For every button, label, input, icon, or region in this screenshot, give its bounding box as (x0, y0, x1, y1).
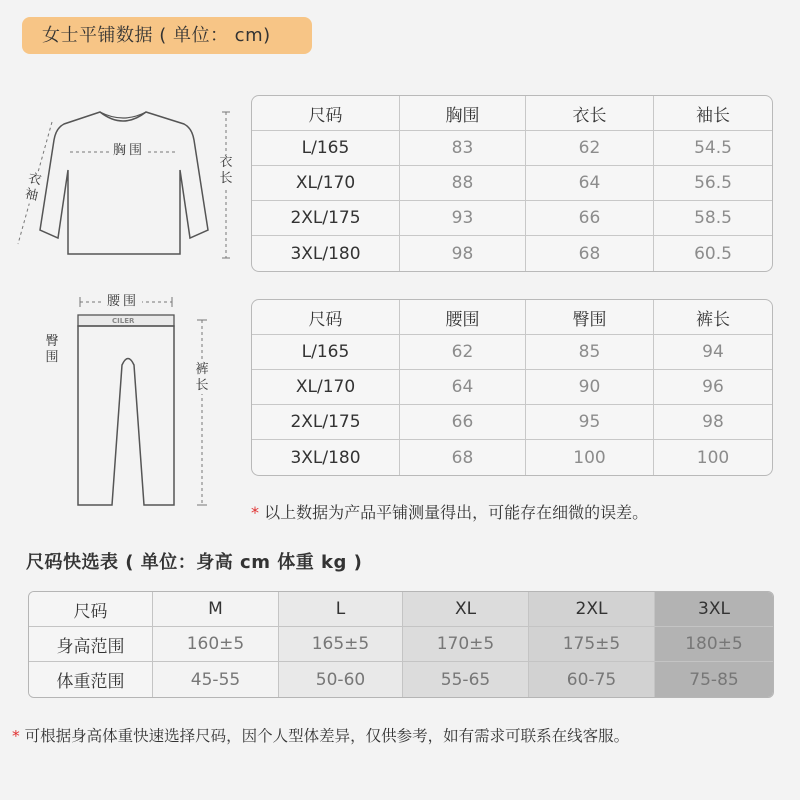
header-cell: 袖长 (654, 96, 772, 131)
table-row (29, 662, 773, 697)
note-star: * (251, 503, 259, 522)
shirt-icon (12, 100, 242, 270)
header-cell: 尺码 (252, 96, 400, 131)
value-cell: 75-85 (655, 662, 773, 697)
value-cell: 83 (400, 131, 526, 166)
pants-icon (40, 290, 230, 515)
table-row (252, 236, 772, 271)
top-size-table (251, 95, 773, 272)
size-cell: L/165 (252, 335, 400, 370)
footer-star: * (12, 727, 20, 745)
size-cell: 3XL/180 (252, 236, 400, 271)
table-row (252, 166, 772, 201)
table-row (252, 370, 772, 405)
value-cell: 98 (400, 236, 526, 271)
value-cell: 93 (400, 201, 526, 236)
value-cell: 100 (526, 440, 654, 475)
header-cell: 腰围 (400, 300, 526, 335)
value-cell: 180±5 (655, 627, 773, 662)
note-text: 以上数据为产品平铺测量得出，可能存在细微的误差。 (259, 503, 649, 522)
value-cell: 66 (526, 201, 654, 236)
value-cell: 100 (696, 447, 730, 468)
pants-illustration (40, 290, 230, 515)
pants-length-label: 裤长 (195, 362, 209, 393)
row-label: 体重范围 (29, 662, 153, 697)
page-title: 女士平铺数据 ( 单位： cm) (22, 17, 312, 54)
value-cell: 68 (400, 440, 526, 475)
value-cell: 60.5 (694, 243, 732, 264)
value-cell: 175±5 (529, 627, 655, 662)
table-row (252, 405, 772, 440)
size-cell: L/165 (252, 131, 400, 166)
size-cell: XL/170 (252, 370, 400, 405)
row-label: 身高范围 (29, 627, 153, 662)
value-cell: 62 (526, 131, 654, 166)
value-cell: 66 (400, 405, 526, 440)
table-header-row (252, 96, 772, 131)
size-cell: L (279, 592, 403, 627)
sleeve-label: 衣袖 (23, 170, 43, 205)
value-cell: 60-75 (529, 662, 655, 697)
table-row (252, 440, 772, 475)
header-cell: 尺码 (252, 300, 400, 335)
value-cell: 56.5 (654, 166, 772, 201)
value-cell: 170±5 (403, 627, 529, 662)
top-garment-illustration (12, 100, 242, 270)
value-cell: 85 (526, 335, 654, 370)
value-cell: 96 (654, 370, 772, 405)
table-row (29, 627, 773, 662)
table-header-row (252, 300, 772, 335)
size-cell: M (153, 592, 279, 627)
header-cell: 胸围 (400, 96, 526, 131)
value-cell: 95 (526, 405, 654, 440)
brand-text: CILER (112, 317, 135, 325)
length-label: 衣长 (219, 155, 233, 186)
table-row (252, 335, 772, 370)
value-cell: 55-65 (403, 662, 529, 697)
table-header-row (29, 592, 773, 627)
value-cell: 68 (526, 236, 654, 271)
value-cell: 160±5 (153, 627, 279, 662)
value-cell: 98 (654, 405, 772, 440)
value-cell: 62 (400, 335, 526, 370)
quick-size-title: 尺码快选表 ( 单位：身高 cm 体重 kg ) (26, 552, 363, 573)
size-cell: XL/170 (252, 166, 400, 201)
footer-note (12, 724, 629, 746)
value-cell: 94 (654, 335, 772, 370)
value-cell: 58.5 (654, 201, 772, 236)
table-row (252, 201, 772, 236)
measurement-note (251, 500, 648, 523)
value-cell: 64 (400, 370, 526, 405)
size-cell: 3XL (655, 592, 773, 627)
value-cell: 90 (526, 370, 654, 405)
header-cell: 尺码 (29, 592, 153, 627)
footer-text: 可根据身高体重快速选择尺码，因个人型体差异，仅供参考，如有需求可联系在线客服。 (19, 727, 630, 745)
header-cell: 衣长 (526, 96, 654, 131)
size-cell: 2XL/175 (252, 405, 400, 440)
header-cell: 裤长 (654, 300, 772, 335)
value-cell: 45-55 (153, 662, 279, 697)
quick-size-table (28, 591, 774, 698)
size-cell: 2XL (529, 592, 655, 627)
hip-label: 臀围 (45, 334, 59, 365)
value-cell: 64 (526, 166, 654, 201)
pants-size-table (251, 299, 773, 476)
value-cell: 165±5 (279, 627, 403, 662)
table-row (252, 131, 772, 166)
size-cell: 2XL/175 (252, 201, 400, 236)
waist-label: 腰围 (104, 294, 142, 310)
size-cell: XL (403, 592, 529, 627)
size-cell: 3XL/180 (252, 440, 400, 475)
value-cell: 54.5 (654, 131, 772, 166)
header-cell: 臀围 (526, 300, 654, 335)
value-cell: 50-60 (279, 662, 403, 697)
chest-label: 胸围 (110, 143, 148, 159)
value-cell: 88 (400, 166, 526, 201)
